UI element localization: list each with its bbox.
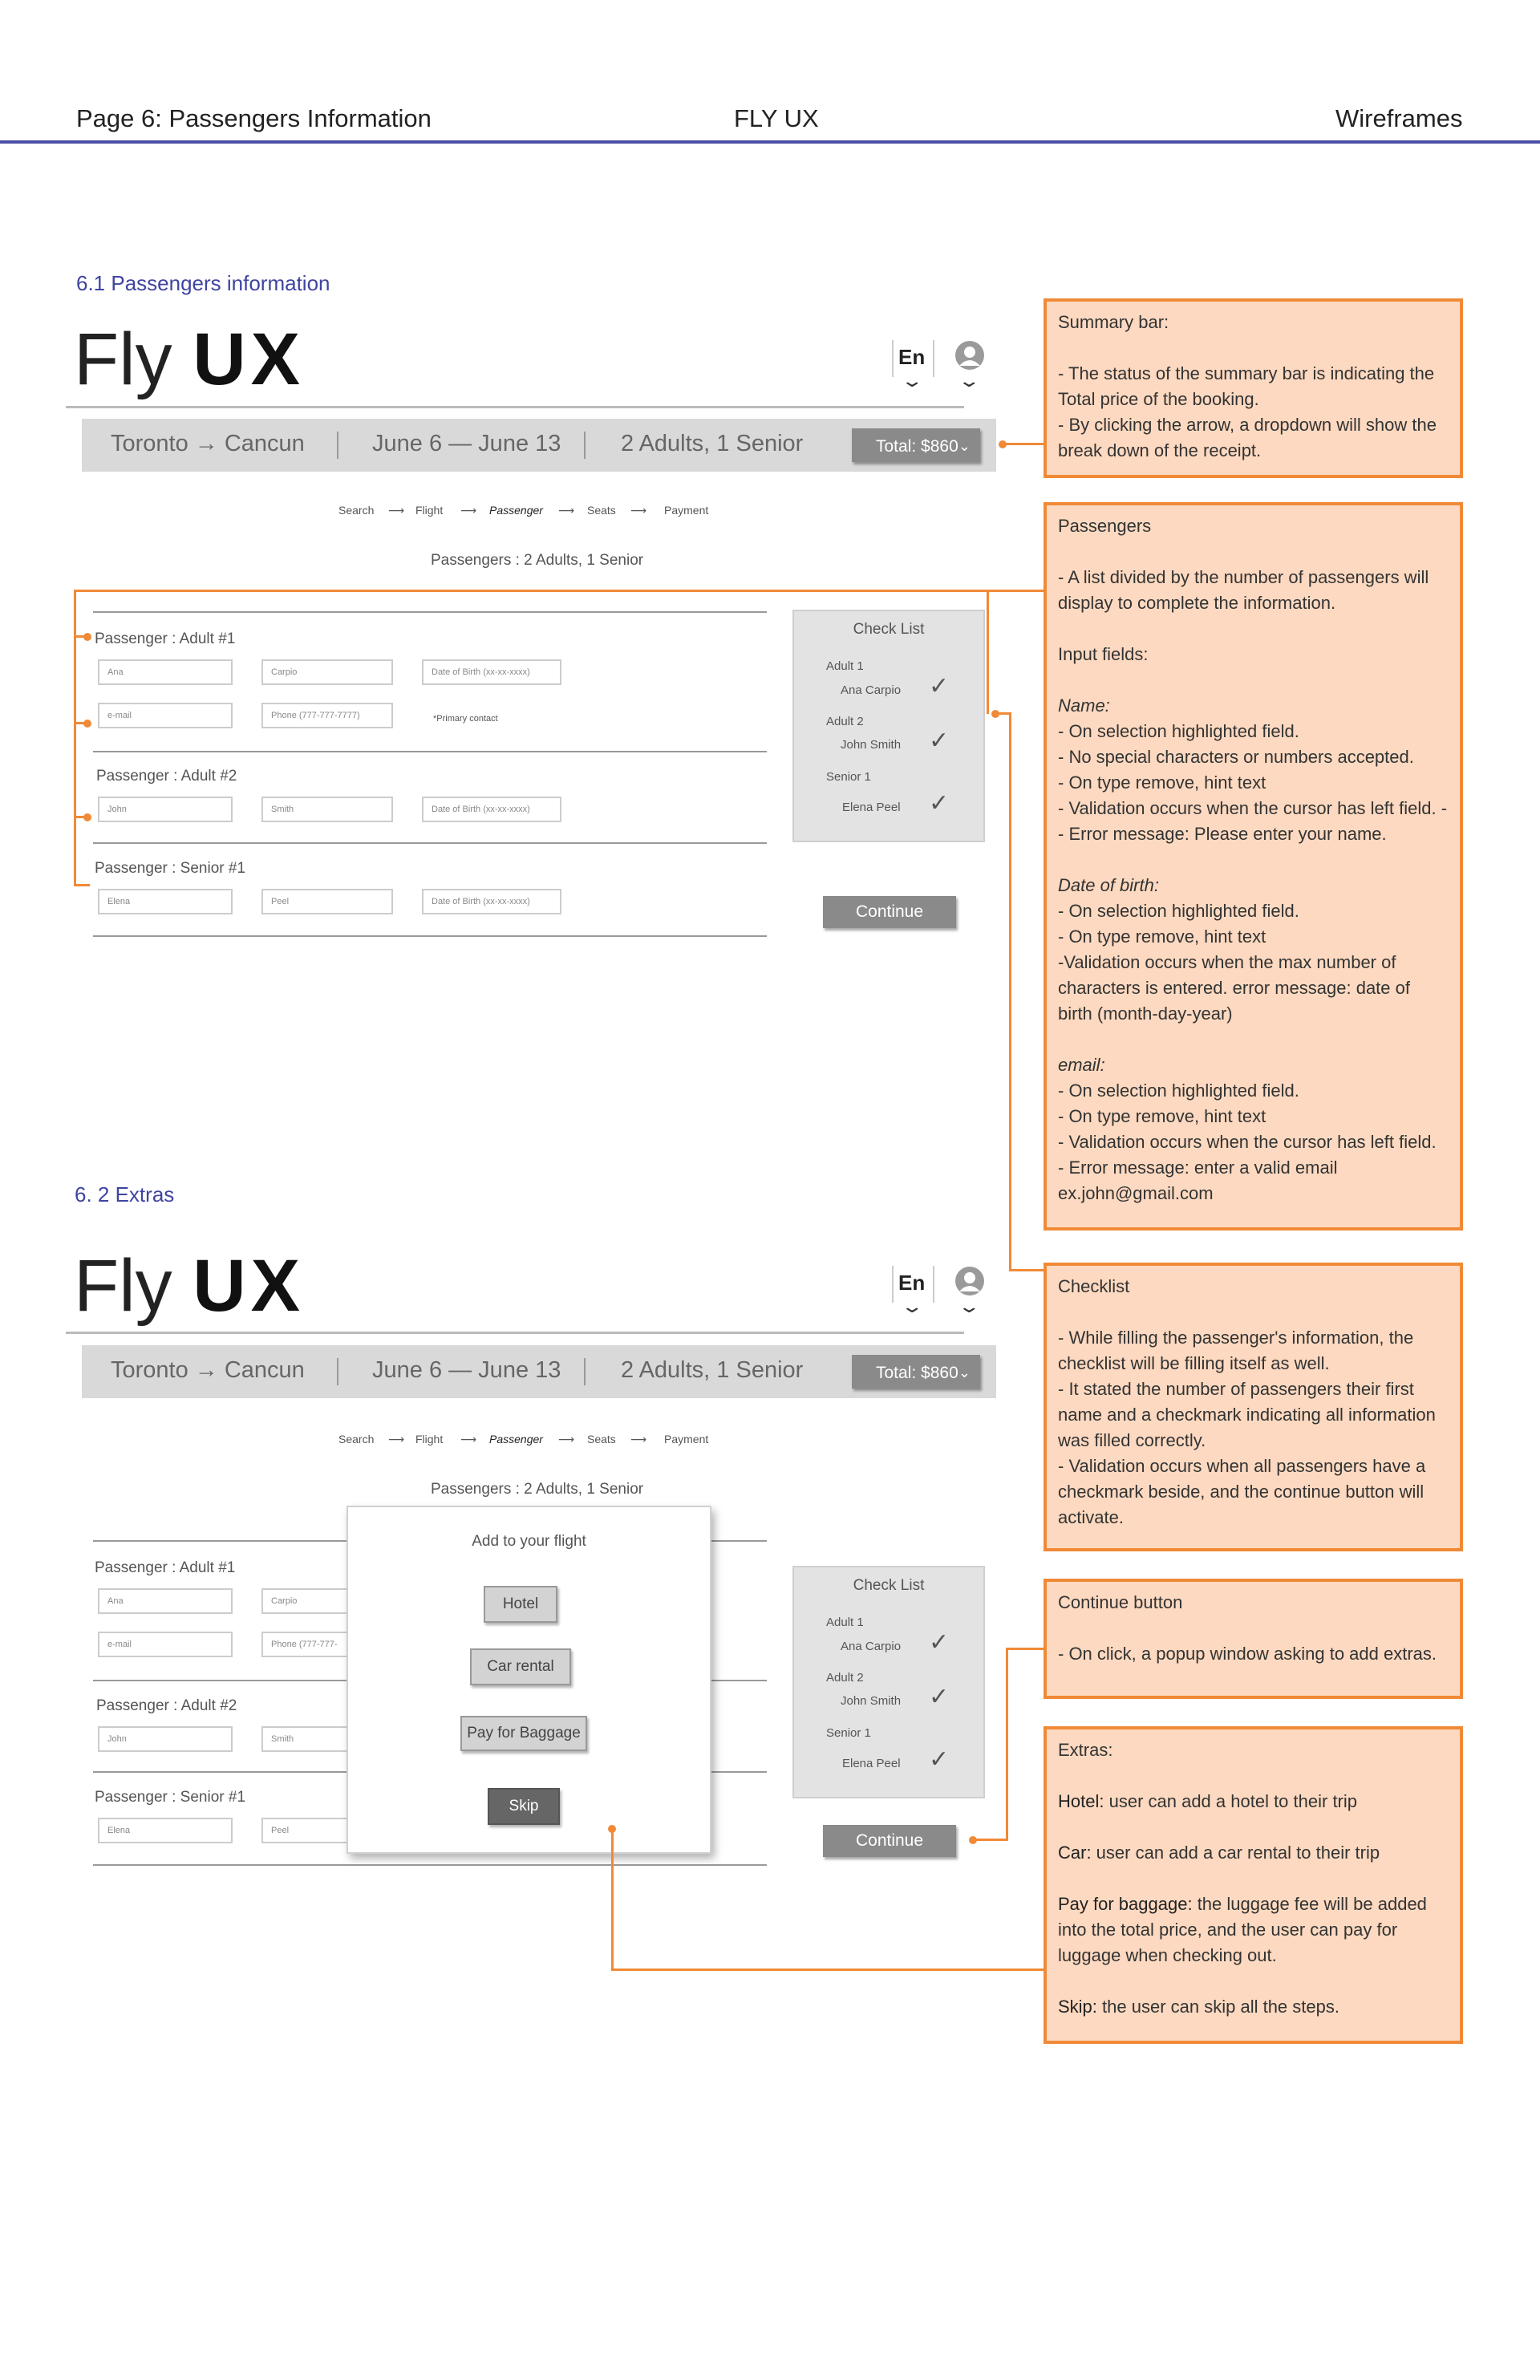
summary-route: Toronto → Cancun (111, 431, 305, 456)
annotation-term: Car: (1058, 1843, 1092, 1863)
annotation-summary-bar (1044, 298, 1463, 478)
checkmark-icon: ✓ (929, 790, 950, 817)
checklist-group: Adult 2 (826, 1671, 864, 1685)
email-input[interactable]: e-mail (98, 1632, 233, 1657)
checkmark-icon: ✓ (929, 728, 950, 754)
connector-line (1009, 1269, 1044, 1271)
first-name-input[interactable]: Elena (98, 1818, 233, 1843)
summary-dates: June 6 — June 13 (372, 1357, 561, 1383)
language-selector[interactable]: En (898, 345, 926, 369)
logo[interactable] (74, 318, 306, 400)
arrow-right-icon: ⟶ (558, 504, 575, 517)
connector-line (1009, 712, 1011, 1271)
page-header-left: Page 6: Passengers Information (76, 104, 432, 132)
section-title-extras: 6. 2 Extras (75, 1182, 175, 1206)
continue-button[interactable]: Continue (823, 896, 956, 928)
annotation-text (1058, 1994, 1449, 2020)
hotel-button[interactable]: Hotel (484, 1586, 557, 1623)
annotation-text (1058, 1891, 1449, 1968)
connector-line (987, 590, 1044, 592)
header-rule (66, 1332, 964, 1334)
annotation-desc: user can add a hotel to their trip (1104, 1791, 1358, 1811)
popup-title: Add to your flight (472, 1533, 586, 1550)
chevron-down-icon[interactable]: ⌄ (957, 1296, 981, 1316)
annotation-subtitle: Name: (1058, 695, 1110, 716)
total-label: Total: $860 (876, 437, 958, 456)
connector-line (74, 884, 90, 886)
annotation-subtitle: Date of birth: (1058, 875, 1159, 895)
last-name-input[interactable]: Smith (261, 797, 393, 822)
checklist-group: Adult 1 (826, 1616, 864, 1629)
annotation-title: Extras: (1058, 1740, 1113, 1760)
dob-input[interactable]: Date of Birth (xx-xx-xxxx) (422, 797, 561, 822)
annotation-desc: user can add a car rental to their trip (1091, 1843, 1380, 1863)
skip-button[interactable]: Skip (488, 1788, 560, 1825)
page-header-right: Wireframes (1335, 104, 1463, 132)
annotation-extras (1044, 1726, 1463, 2044)
last-name-input[interactable]: Carpio (261, 1588, 393, 1614)
checklist-group: Senior 1 (826, 1726, 871, 1740)
checklist-title: Check List (853, 621, 925, 638)
arrow-right-icon: ⟶ (558, 1433, 575, 1445)
last-name-input[interactable]: Peel (261, 889, 393, 914)
logo-ux: UX (192, 318, 306, 400)
chevron-down-icon[interactable]: ⌄ (958, 438, 971, 454)
divider (584, 1358, 586, 1385)
step-seats[interactable]: Seats (587, 504, 616, 517)
annotation-text: - Validation occurs when the cursor has left field. (1058, 1132, 1437, 1152)
checkmark-icon: ✓ (929, 1629, 950, 1656)
divider (337, 432, 338, 459)
page-header-center: FLY UX (734, 104, 819, 132)
dob-input[interactable]: Date of Birth (xx-xx-xxxx) (422, 889, 561, 914)
annotation-passengers (1044, 502, 1463, 1231)
annotation-desc: the luggage fee will be added into the total price, and the user can pay for luggage when checking out. (1058, 1894, 1427, 1965)
chevron-down-icon[interactable]: ⌄ (900, 371, 924, 391)
user-avatar-icon[interactable] (954, 340, 985, 375)
primary-contact-note: *Primary contact (433, 714, 498, 724)
checklist-name: Ana Carpio (841, 1640, 902, 1653)
annotation-term: Hotel: (1058, 1791, 1104, 1811)
annotation-text: - Error message: enter a valid email ex.john@gmail.com (1058, 1158, 1338, 1203)
annotation-subtitle: email: (1058, 1055, 1105, 1075)
header-rule (66, 406, 964, 408)
total-price-button[interactable] (852, 1355, 980, 1389)
annotation-text: Input fields: (1058, 644, 1149, 664)
chevron-down-icon[interactable]: ⌄ (957, 371, 981, 391)
passenger-label: Passenger : Adult #2 (96, 1697, 237, 1714)
annotation-term: Skip: (1058, 1997, 1097, 2017)
step-search[interactable]: Search (338, 504, 375, 517)
divider (933, 1266, 934, 1303)
phone-input[interactable]: Phone (777-777- (261, 1632, 393, 1657)
first-name-input[interactable]: Ana (98, 1588, 233, 1614)
annotation-text: -Validation occurs when the max number of characters is entered. error message: date of birth (month-day-year) (1058, 952, 1410, 1024)
annotation-text: - Validation occurs when the cursor has left field. - (1058, 798, 1448, 818)
first-name-input[interactable]: Ana (98, 659, 233, 685)
connector-line (972, 1839, 1008, 1841)
arrow-right-icon: ⟶ (630, 504, 647, 517)
dob-input[interactable]: Date of Birth (xx-xx-xxxx) (422, 659, 561, 685)
annotation-text: - By clicking the arrow, a dropdown will show the break down of the receipt. (1058, 415, 1437, 460)
extras-popup (346, 1506, 711, 1854)
separator (93, 842, 767, 844)
step-search[interactable]: Search (338, 1433, 375, 1445)
checkmark-icon: ✓ (929, 673, 950, 699)
total-label: Total: $860 (876, 1364, 958, 1382)
step-flight[interactable]: Flight (415, 504, 444, 517)
step-seats[interactable]: Seats (587, 1433, 616, 1445)
passenger-label: Passenger : Senior #1 (95, 1789, 246, 1806)
checklist-name: Ana Carpio (841, 683, 902, 697)
first-name-input[interactable]: John (98, 1726, 233, 1752)
summary-bar[interactable] (82, 1345, 996, 1398)
connector-line (74, 590, 987, 592)
annotation-text: - On type remove, hint text (1058, 772, 1266, 793)
annotation-title: Passengers (1058, 516, 1152, 536)
connector-line (611, 1829, 614, 1971)
car-rental-button[interactable]: Car rental (470, 1648, 571, 1685)
connector-line (74, 590, 76, 886)
pay-baggage-button[interactable]: Pay for Baggage (460, 1716, 587, 1751)
annotation-checklist (1044, 1263, 1463, 1551)
checklist-name: John Smith (841, 1694, 902, 1708)
user-avatar-icon[interactable] (954, 1266, 985, 1300)
annotation-title: Continue button (1058, 1592, 1183, 1612)
checklist-name: Elena Peel (842, 1757, 901, 1770)
first-name-input[interactable]: John (98, 797, 233, 822)
checklist-name: John Smith (841, 738, 902, 752)
arrow-right-icon: ⟶ (630, 1433, 647, 1445)
divider (337, 1358, 338, 1385)
passenger-label: Passenger : Senior #1 (95, 860, 246, 877)
checklist-title: Check List (853, 1577, 925, 1594)
checkmark-icon: ✓ (929, 1684, 950, 1710)
annotation-text: - On selection highlighted field. (1058, 901, 1299, 921)
logo-ux: UX (192, 1245, 306, 1327)
checklist-group: Adult 1 (826, 659, 864, 673)
divider (584, 432, 586, 459)
logo[interactable] (74, 1245, 306, 1327)
arrow-right-icon: ⟶ (460, 504, 477, 517)
header-divider (0, 140, 1540, 144)
annotation-text: - Validation occurs when all passengers have a checkmark beside, and the continue button will activate. (1058, 1456, 1426, 1527)
step-passenger[interactable]: Passenger (489, 1433, 543, 1445)
connector-line (1003, 443, 1044, 445)
annotation-text: - On click, a popup window asking to add extras. (1058, 1644, 1437, 1664)
logo-fly: Fly (74, 318, 172, 400)
annotation-text: - On type remove, hint text (1058, 1106, 1266, 1126)
chevron-down-icon[interactable]: ⌄ (900, 1296, 924, 1316)
last-name-input[interactable]: Peel (261, 1818, 393, 1843)
passengers-count: Passengers : 2 Adults, 1 Senior (431, 552, 644, 569)
connector-line (987, 590, 989, 714)
separator (93, 611, 767, 613)
annotation-text: - On selection highlighted field. (1058, 1081, 1299, 1101)
step-passenger[interactable]: Passenger (489, 504, 543, 517)
separator (93, 935, 767, 937)
passengers-count: Passengers : 2 Adults, 1 Senior (431, 1481, 644, 1498)
divider (892, 1266, 894, 1303)
summary-bar[interactable] (82, 419, 996, 472)
passenger-label: Passenger : Adult #1 (95, 630, 236, 647)
last-name-input[interactable]: Smith (261, 1726, 393, 1752)
separator (93, 751, 767, 752)
annotation-text: - On type remove, hint text (1058, 926, 1266, 947)
arrow-right-icon: ⟶ (388, 1433, 405, 1445)
connector-line (611, 1968, 1044, 1971)
checklist-panel (792, 610, 985, 842)
divider (933, 340, 934, 377)
arrow-right-icon: ⟶ (388, 504, 405, 517)
passenger-label: Passenger : Adult #2 (96, 768, 237, 785)
annotation-text: - The status of the summary bar is indicating the Total price of the booking. (1058, 363, 1435, 409)
checklist-group: Adult 2 (826, 715, 864, 728)
annotation-text: - No special characters or numbers accepted. (1058, 747, 1414, 767)
connector-line (1006, 1648, 1008, 1841)
checklist-panel (792, 1566, 985, 1798)
last-name-input[interactable]: Carpio (261, 659, 393, 685)
annotation-desc: the user can skip all the steps. (1096, 1997, 1339, 2017)
annotation-title: Summary bar: (1058, 312, 1169, 332)
connector-line (74, 635, 87, 638)
annotation-text (1058, 1840, 1449, 1866)
connector-line (1006, 1648, 1044, 1650)
language-selector[interactable]: En (898, 1271, 926, 1295)
email-input[interactable]: e-mail (98, 703, 233, 728)
annotation-title: Checklist (1058, 1276, 1130, 1296)
annotation-text: - On selection highlighted field. (1058, 721, 1299, 741)
summary-travelers: 2 Adults, 1 Senior (621, 431, 804, 456)
annotation-text: - While filling the passenger's information, the checklist will be filling itself as well. (1058, 1328, 1414, 1373)
divider (892, 340, 894, 377)
first-name-input[interactable]: Elena (98, 889, 233, 914)
annotation-text (1058, 1789, 1449, 1814)
section-title-passengers: 6.1 Passengers information (76, 271, 330, 295)
checklist-name: Elena Peel (842, 801, 901, 814)
connector-line (74, 722, 87, 724)
continue-button[interactable]: Continue (823, 1825, 956, 1857)
arrow-right-icon: ⟶ (460, 1433, 477, 1445)
phone-input[interactable]: Phone (777-777-7777) (261, 703, 393, 728)
separator (93, 1864, 767, 1866)
checklist-group: Senior 1 (826, 770, 871, 784)
logo-fly: Fly (74, 1245, 172, 1327)
checkmark-icon: ✓ (929, 1746, 950, 1773)
summary-travelers: 2 Adults, 1 Senior (621, 1357, 804, 1383)
summary-route: Toronto → Cancun (111, 1357, 305, 1383)
summary-dates: June 6 — June 13 (372, 431, 561, 456)
total-price-button[interactable] (852, 428, 980, 462)
annotation-text: - It stated the number of passengers their first name and a checkmark indicating all information was filled correctly. (1058, 1379, 1436, 1450)
chevron-down-icon[interactable]: ⌄ (958, 1364, 971, 1381)
annotation-continue-button (1044, 1579, 1463, 1699)
annotation-text: - Error message: Please enter your name. (1058, 824, 1387, 844)
annotation-text: - A list divided by the number of passengers will display to complete the information. (1058, 567, 1429, 613)
step-payment[interactable]: Payment (664, 504, 709, 517)
passenger-label: Passenger : Adult #1 (95, 1559, 236, 1576)
step-flight[interactable]: Flight (415, 1433, 444, 1445)
step-payment[interactable]: Payment (664, 1433, 709, 1445)
connector-line (74, 816, 87, 818)
annotation-term: Pay for baggage: (1058, 1894, 1193, 1914)
